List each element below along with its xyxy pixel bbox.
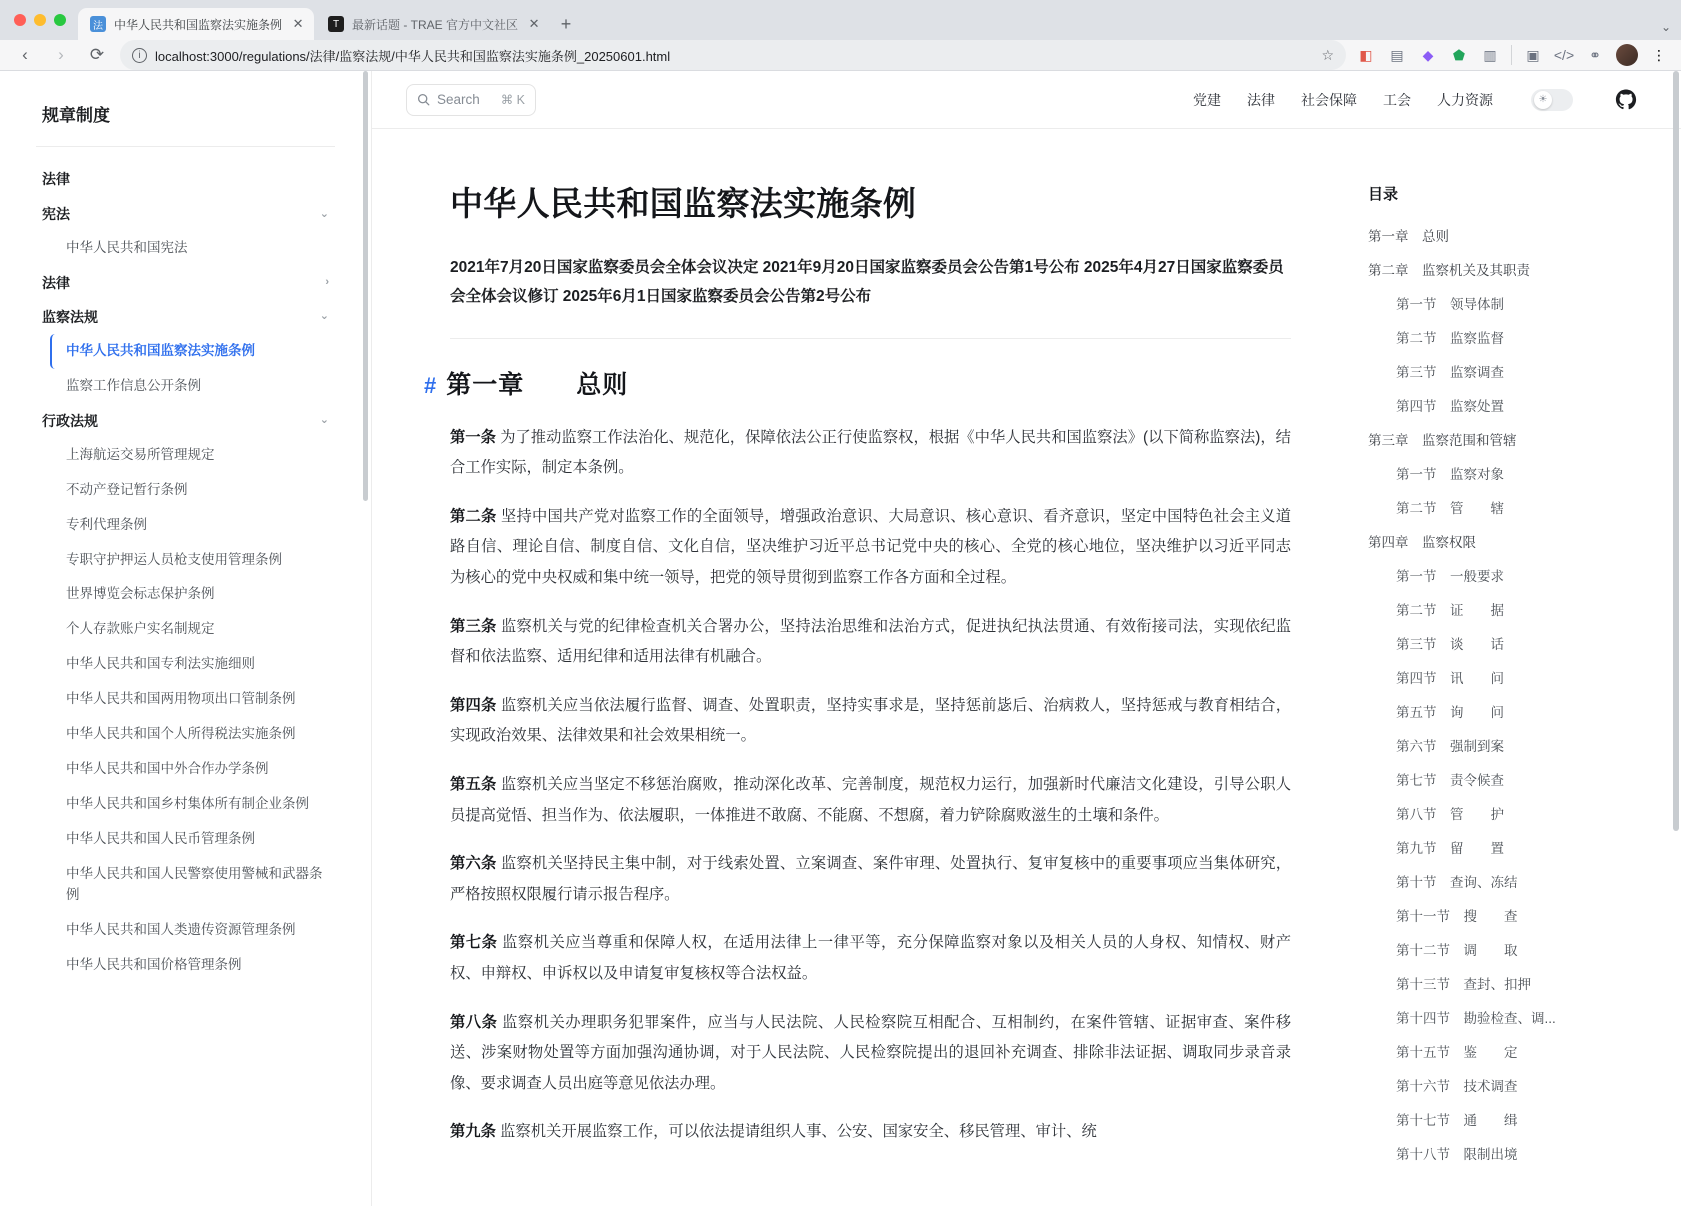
sidebar-title: 规章制度 (42, 106, 110, 125)
toc-item[interactable]: 第十二节 调 取 (1396, 943, 1518, 958)
toc-item[interactable]: 第七节 责令候查 (1396, 773, 1504, 788)
nav-link-law[interactable]: 法律 (1247, 91, 1275, 108)
article-number: 第三条 (450, 617, 497, 635)
article-text: 为了推动监察工作法治化、规范化，保障依法公正行使监察权，根据《中华人民共和国监察法》(以下简称监察法)，结合工作实际，制定本条例。 (450, 428, 1291, 477)
page-scrollbar[interactable] (1673, 71, 1679, 831)
list-item[interactable]: 不动产登记暂行条例 (66, 481, 188, 497)
page-title: 中华人民共和国监察法实施条例 (450, 185, 917, 222)
code-icon[interactable]: </> (1553, 47, 1575, 63)
toc-item[interactable]: 第三节 谈 话 (1396, 637, 1504, 652)
toc-item[interactable]: 第三节 监察调查 (1396, 365, 1504, 380)
toc-item[interactable]: 第二节 证 据 (1396, 603, 1504, 618)
sidebar-item-info-disclosure[interactable]: 监察工作信息公开条例 (66, 377, 201, 393)
chevron-right-icon[interactable]: › (325, 276, 329, 289)
article-paragraph (450, 612, 1291, 673)
sidebar-item-supervision-implementation[interactable]: 中华人民共和国监察法实施条例 (50, 334, 335, 369)
chevron-down-icon[interactable]: ⌄ (319, 310, 329, 323)
sidebar-item-administrative-regulations[interactable] (36, 404, 335, 438)
minimize-window-button[interactable] (34, 14, 46, 26)
article-text: 监察机关应当坚定不移惩治腐败，推动深化改革、完善制度，规范权力运行，加强新时代廉洁文化建设，引导公职人员提高觉悟、担当作为、依法履职，一体推进不敢腐、不能腐、不想腐，着力铲除腐败滋生的土壤和条件。 (450, 775, 1291, 824)
sidebar-item-laws[interactable] (36, 266, 335, 300)
content-wrapper (372, 129, 1681, 1206)
nav-link-union[interactable]: 工会 (1383, 91, 1411, 108)
bookmark-icon[interactable]: ☆ (1321, 46, 1334, 63)
sidebar (0, 71, 372, 1206)
toc-item[interactable]: 第二节 监察监督 (1396, 331, 1504, 346)
list-item[interactable]: 中华人民共和国人民警察使用警械和武器条例 (66, 865, 323, 902)
address-bar[interactable] (120, 40, 1346, 70)
anchor-hash-icon[interactable]: # (424, 372, 437, 398)
back-button[interactable]: ‹ (22, 45, 28, 64)
toc-item[interactable]: 第三章 监察范围和管辖 (1368, 433, 1517, 448)
sidebar-group-law: 法律 (42, 171, 70, 187)
sidebar-item-label: 法律 (42, 274, 70, 291)
toc-item[interactable]: 第十八节 限制出境 (1396, 1147, 1518, 1162)
nav-link-social-security[interactable]: 社会保障 (1301, 91, 1357, 108)
toc-item[interactable]: 第六节 强制到案 (1396, 739, 1504, 754)
github-icon[interactable] (1615, 89, 1637, 111)
url-text: localhost:3000/regulations/法律/监察法规/中华人民共和国监察法实施条例_20250601.html (155, 48, 671, 64)
top-nav-links (1193, 89, 1637, 111)
tab-title: 最新话题 - TRAE 官方中文社区 (352, 17, 519, 32)
article-text: 监察机关应当依法履行监督、调查、处置职责，坚持实事求是，坚持惩前毖后、治病救人，坚持惩戒与教育相结合，实现政治效果、法律效果和社会效果相统一。 (450, 696, 1291, 745)
trae-icon: T (328, 16, 344, 32)
reader-icon[interactable]: ▤ (1390, 46, 1404, 63)
tab-bar (0, 0, 1681, 40)
sidebar-item-supervision-regulations[interactable] (36, 300, 335, 334)
sidebar-item-label: 监察法规 (42, 308, 98, 325)
chapter-title: 第一章 总则 (446, 370, 629, 399)
article-paragraph (450, 502, 1291, 594)
close-window-button[interactable] (14, 14, 26, 26)
article-paragraph (450, 849, 1291, 910)
list-item[interactable]: 上海航运交易所管理规定 (66, 446, 215, 462)
avatar[interactable] (1616, 44, 1638, 66)
toc-item[interactable]: 第九节 留 置 (1396, 841, 1504, 856)
chevron-down-icon[interactable]: ⌄ (319, 414, 329, 427)
search-shortcut: ⌘ K (500, 93, 525, 107)
toc-item[interactable]: 第五节 询 问 (1396, 705, 1504, 720)
article-number: 第四条 (450, 696, 497, 714)
reload-button[interactable]: ⟳ (89, 45, 105, 64)
list-item[interactable]: 中华人民共和国专利法实施细则 (66, 656, 255, 672)
article-paragraph (450, 691, 1291, 752)
toc-item[interactable]: 第八节 管 护 (1396, 807, 1504, 822)
page-icon: 法 (90, 16, 106, 32)
publication-info: 2021年7月20日国家监察委员会全体会议决定 2021年9月20日国家监察委员会公告第1号公布 2025年4月27日国家监察委员会全体会议修订 2025年6月1日国家监察委员会公告第2号公布 (450, 259, 1284, 305)
list-item[interactable]: 中华人民共和国乡村集体所有制企业条例 (66, 795, 309, 811)
theme-toggle[interactable] (1531, 89, 1573, 111)
article-text: 监察机关开展监察工作，可以依法提请组织人事、公安、国家安全、移民管理、审计、统 (500, 1123, 1097, 1141)
tabbar-controls (1661, 20, 1671, 34)
list-item[interactable]: 世界博览会标志保护条例 (66, 586, 215, 602)
sidebar-scrollbar[interactable] (363, 71, 368, 501)
toc-item[interactable]: 第十一节 搜 查 (1396, 909, 1518, 924)
nav-link-party[interactable]: 党建 (1193, 91, 1221, 108)
new-tab-button[interactable]: + (560, 13, 572, 34)
toc-item[interactable]: 第一节 领导体制 (1396, 297, 1504, 312)
cast-icon[interactable]: ▣ (1526, 46, 1540, 63)
article-number: 第九条 (450, 1123, 496, 1141)
browser-toolbar (0, 40, 1681, 71)
list-item[interactable]: 个人存款账户实名制规定 (66, 621, 215, 637)
article-number: 第七条 (450, 934, 498, 952)
search-placeholder: Search (437, 92, 480, 107)
toc-item[interactable]: 第四节 讯 问 (1396, 671, 1504, 686)
toc-item[interactable]: 第一节 一般要求 (1396, 569, 1504, 584)
toc-item[interactable]: 第二章 监察机关及其职责 (1368, 263, 1530, 278)
main-column (372, 71, 1681, 1206)
article-text: 监察机关应当尊重和保障人权，在适用法律上一律平等，充分保障监察对象以及相关人员的人身权、知情权、财产权、申辩权、申诉权以及申请复审复核权等合法权益。 (450, 934, 1291, 982)
window-controls[interactable] (10, 0, 78, 40)
divider (1511, 45, 1512, 65)
divider (450, 338, 1291, 339)
article-text: 监察机关坚持民主集中制，对于线索处置、立案调查、案件审理、处置执行、复审复核中的重要事项应当集体研究，严格按照权限履行请示报告程序。 (450, 855, 1291, 903)
article-paragraph (450, 1008, 1291, 1100)
search-input[interactable] (406, 84, 536, 116)
article-text: 监察机关办理职务犯罪案件，应当与人民法院、人民检察院互相配合、互相制约，在案件管辖、证据审查、案件移送、涉案财物处置等方面加强沟通协调，对于人民法院、人民检察院提出的退回补充调查、排除非法证据、调取同步录音录像、要求调查人员出庭等意见依法办理。 (450, 1013, 1291, 1092)
page-content (0, 71, 1681, 1206)
maximize-window-button[interactable] (54, 14, 66, 26)
browser-menu-button[interactable]: ⋮ (1652, 46, 1666, 63)
toc-item[interactable]: 第十四节 勘验检查、调... (1396, 1011, 1556, 1026)
list-item[interactable]: 中华人民共和国个人所得税法实施条例 (66, 726, 296, 742)
chevron-down-icon[interactable]: ⌄ (1660, 20, 1671, 34)
toc-item[interactable]: 第十七节 通 缉 (1396, 1113, 1518, 1128)
list-item[interactable]: 中华人民共和国人民币管理条例 (66, 830, 255, 846)
table-of-contents (1351, 129, 1681, 1206)
toc-item[interactable]: 第一节 监察对象 (1396, 467, 1504, 482)
sidebar-item-label: 行政法规 (42, 412, 98, 429)
article-paragraph (450, 770, 1291, 831)
article-number: 第二条 (450, 507, 497, 525)
sidebar-inner (0, 101, 371, 983)
list-item[interactable]: 中华人民共和国人类遗传资源管理条例 (66, 921, 296, 937)
nav-link-hr[interactable]: 人力资源 (1437, 91, 1493, 108)
article-number: 第一条 (450, 428, 496, 446)
sidebar-item-constitution[interactable] (36, 197, 335, 231)
shield-icon[interactable]: ⬟ (1452, 46, 1466, 63)
toc-item[interactable]: 第二节 管 辖 (1396, 501, 1504, 516)
list-item[interactable]: 专职守护押运人员枪支使用管理条例 (66, 551, 282, 567)
toc-item[interactable]: 第四章 监察权限 (1368, 535, 1476, 550)
toc-title: 目录 (1368, 186, 1399, 203)
close-icon[interactable]: ✕ (528, 16, 540, 31)
browser-tab-active[interactable] (78, 8, 314, 40)
extension-toolbar (1356, 44, 1669, 66)
drop-icon[interactable]: ◆ (1422, 46, 1434, 63)
article-paragraph (450, 1117, 1291, 1148)
forward-button[interactable]: › (58, 45, 64, 64)
sun-icon: ☀ (1534, 91, 1552, 109)
sidebar-subgroup (36, 231, 335, 266)
list-item[interactable]: 中华人民共和国中外合作办学条例 (66, 761, 269, 777)
toc-item[interactable]: 第十三节 查封、扣押 (1396, 977, 1531, 992)
toc-item[interactable]: 第十五节 鉴 定 (1396, 1045, 1518, 1060)
browser-tab-inactive[interactable] (316, 8, 550, 40)
article-paragraph (450, 423, 1291, 484)
article-text: 监察机关与党的纪律检查机关合署办公，坚持法治思维和法治方式，促进执纪执法贯通、有效衔接司法，实现依纪监督和依法监察、适用纪律和适用法律有机融合。 (450, 617, 1291, 666)
puzzle-icon[interactable]: ◧ (1359, 46, 1373, 63)
split-icon[interactable]: ▥ (1483, 46, 1497, 63)
toc-item[interactable]: 第十节 查询、冻结 (1396, 875, 1518, 890)
list-item[interactable]: 中华人民共和国两用物项出口管制条例 (66, 691, 296, 707)
toc-item[interactable]: 第四节 监察处置 (1396, 399, 1504, 414)
list-item[interactable]: 中华人民共和国价格管理条例 (66, 956, 242, 972)
close-icon[interactable]: ✕ (292, 16, 304, 31)
divider (36, 146, 335, 147)
article-number: 第六条 (450, 855, 497, 873)
chapter-heading (424, 365, 1291, 401)
search-icon (417, 93, 430, 106)
key-icon[interactable]: ⚭ (1589, 46, 1601, 63)
list-item[interactable]: 专利代理条例 (66, 516, 147, 532)
toc-item[interactable]: 第十六节 技术调查 (1396, 1079, 1518, 1094)
article-number: 第五条 (450, 775, 497, 793)
chevron-down-icon[interactable]: ⌄ (319, 207, 329, 220)
tab-title: 中华人民共和国监察法实施条例 (114, 17, 283, 32)
article-paragraph (450, 928, 1291, 989)
article-number: 第八条 (450, 1013, 498, 1031)
site-info-icon[interactable]: i (132, 48, 147, 63)
sidebar-subgroup (36, 334, 335, 404)
sidebar-item-label: 宪法 (42, 206, 70, 222)
article-text: 坚持中国共产党对监察工作的全面领导，增强政治意识、大局意识、核心意识、看齐意识，坚定中国特色社会主义道路自信、理论自信、制度自信、文化自信，坚决维护习近平总书记党中央的核心、全党的核心地位，坚决维护以习近平同志为核心的党中央权威和集中统一领导，把党的领导贯彻到监察工作各方面和全过程。 (450, 507, 1291, 586)
sidebar-item-prc-constitution[interactable]: 中华人民共和国宪法 (66, 240, 188, 255)
top-navigation-bar (372, 71, 1681, 129)
article (372, 129, 1351, 1206)
sidebar-subgroup-admin (36, 438, 335, 983)
toc-item[interactable]: 第一章 总则 (1368, 229, 1449, 244)
